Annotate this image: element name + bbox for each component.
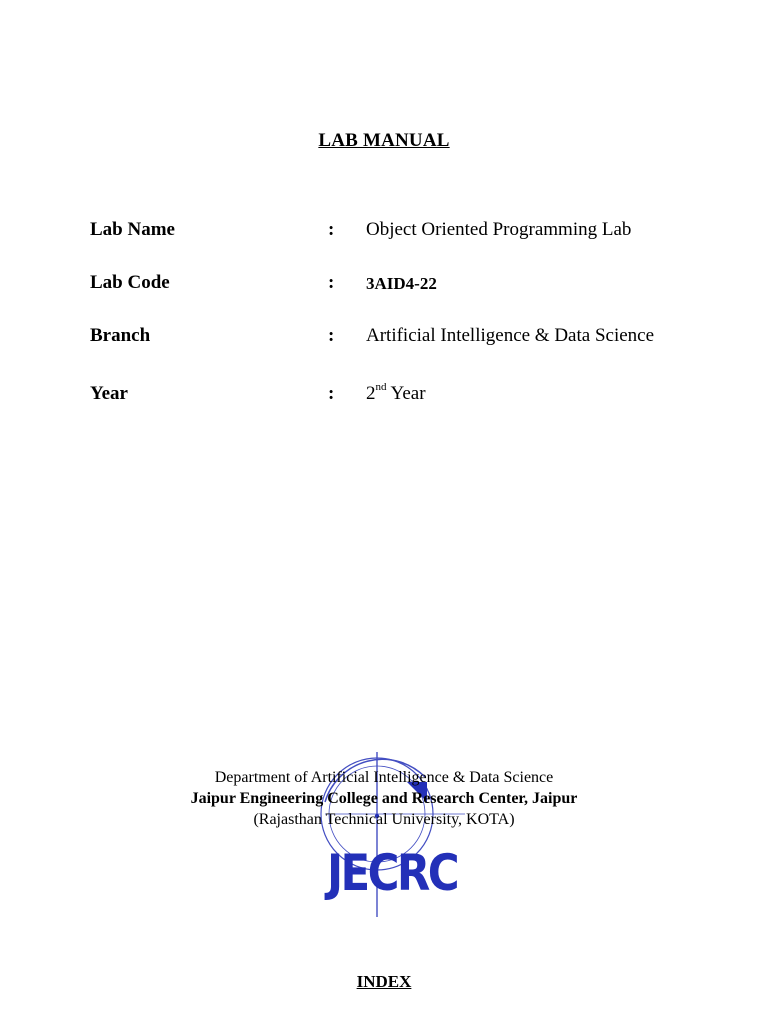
- year-label: Year: [90, 383, 128, 404]
- lab-name-colon: :: [328, 219, 335, 240]
- lab-name-label: Lab Name: [90, 219, 175, 240]
- index-heading: INDEX: [356, 972, 412, 991]
- lab-code-label: Lab Code: [90, 272, 170, 293]
- branch-value: Artificial Intelligence & Data Science: [366, 325, 655, 346]
- jecrc-logo-text: JECRC: [324, 844, 458, 902]
- year-colon: :: [328, 383, 335, 404]
- year-ordinal-suffix: nd: [375, 381, 387, 393]
- year-word: Year: [386, 383, 426, 404]
- college-name: Jaipur Engineering College and Research Center, Jaipur: [190, 790, 578, 807]
- row-year: [0, 383, 768, 411]
- year-number: 2: [366, 383, 376, 404]
- footer-block: [0, 768, 768, 830]
- branch-colon: :: [328, 325, 335, 346]
- row-lab-name: [0, 219, 768, 247]
- year-value: [366, 383, 426, 405]
- university-name: (Rajasthan Technical University, KOTA): [253, 811, 515, 828]
- lab-code-colon: :: [328, 272, 335, 293]
- lab-name-value: Object Oriented Programming Lab: [366, 219, 632, 240]
- branch-label: Branch: [90, 325, 151, 346]
- lab-code-value: 3AID4-22: [366, 274, 437, 293]
- document-title: LAB MANUAL: [318, 130, 450, 151]
- department-name: Department of Artificial Intelligence & Data Science: [214, 769, 554, 786]
- row-branch: [0, 325, 768, 353]
- row-lab-code: [0, 272, 768, 300]
